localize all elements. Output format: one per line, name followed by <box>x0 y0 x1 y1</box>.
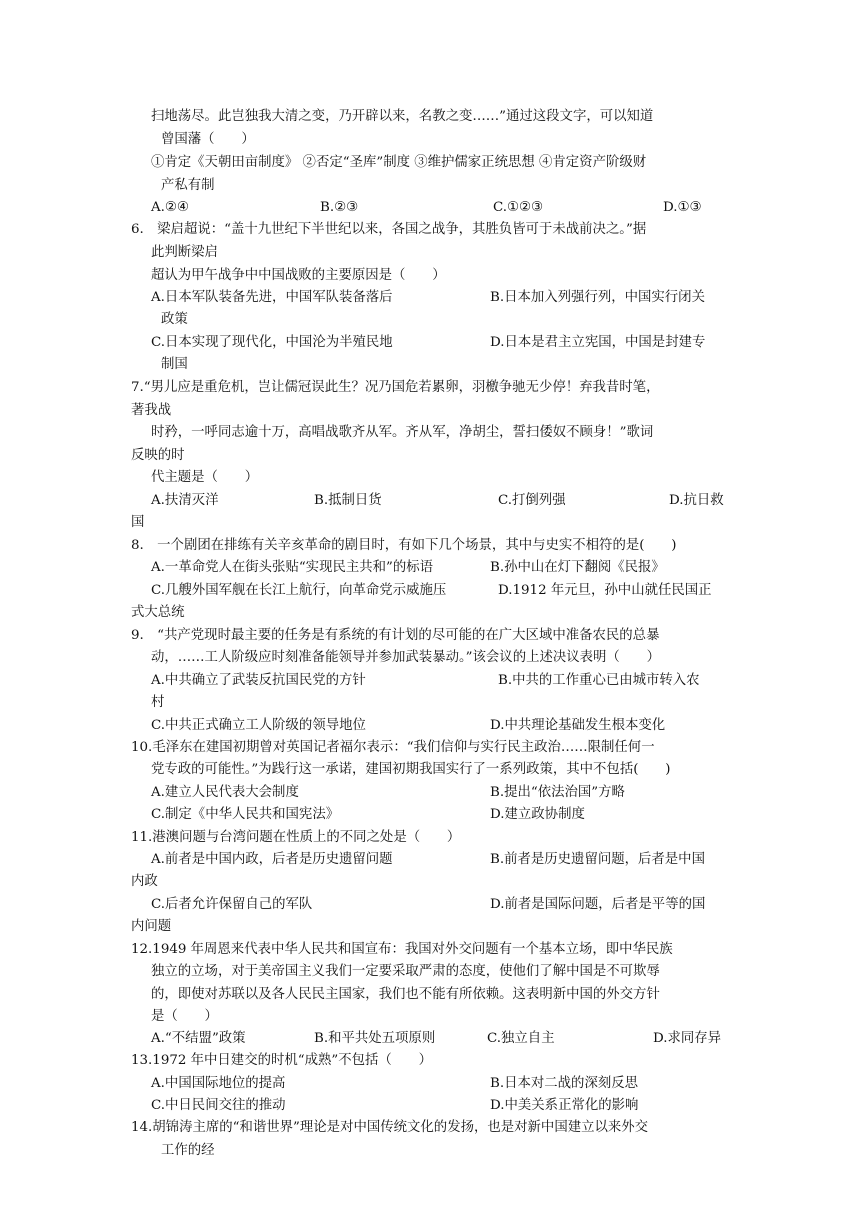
text-line: ①肯定《天朝田亩制度》 ②否定“圣库”制度 ③维护儒家正统思想 ④肯定资产阶级财 <box>151 155 647 170</box>
text-line: 代主题是（ ） <box>151 470 259 485</box>
text-line: 内政 <box>131 874 158 889</box>
option-d: D.建立政协制度 <box>490 807 585 822</box>
option-d: D.前者是国际问题，后者是平等的国 <box>490 897 706 912</box>
option-a: A.②④ <box>151 200 189 215</box>
text-line: 超认为甲午战争中中国战败的主要原因是（ ） <box>151 268 446 283</box>
question-14-stem: 14.胡锦涛主席的“和谐世界”理论是对中国传统文化的发扬，也是对新中国建立以来外交 <box>131 1120 649 1135</box>
text-line: 工作的经 <box>161 1143 215 1158</box>
option-b: B.和平共处五项原则 <box>314 1031 436 1046</box>
option-c: C.制定《中华人民共和国宪法》 <box>151 807 340 822</box>
option-c: C.后者允许保留自己的军队 <box>151 897 313 912</box>
option-d: D.中共理论基础发生根本变化 <box>490 718 666 733</box>
option-a: A.中国国际地位的提高 <box>151 1076 286 1091</box>
option-a: A.扶清灭洋 <box>151 493 219 508</box>
option-d: D.中美关系正常化的影响 <box>490 1098 639 1113</box>
option-d: D.日本是君主立宪国，中国是封建专 <box>490 335 706 350</box>
option-d: D.求同存异 <box>653 1031 722 1046</box>
option-b: B.抵制日货 <box>314 493 382 508</box>
text-line: 反映的时 <box>131 448 185 463</box>
option-a: A.日本军队装备先进，中国军队装备落后 <box>151 290 393 305</box>
question-9-stem: 9. “共产党现时最主要的任务是有系统的有计划的尽可能的在广大区域中准备农民的总暴 <box>131 628 660 643</box>
text-line: 政策 <box>161 312 188 327</box>
question-11-stem: 11.港澳问题与台湾问题在性质上的不同之处是（ ） <box>131 830 461 845</box>
option-c: C.①②③ <box>493 200 544 215</box>
text-line: 制国 <box>161 357 188 372</box>
option-a: A.“不结盟”政策 <box>151 1031 246 1046</box>
option-a: A.前者是中国内政，后者是历史遗留问题 <box>151 852 393 867</box>
option-a: A.一革命党人在街头张贴“实现民主共和”的标语 <box>151 560 434 575</box>
option-d: D.1912 年元旦，孙中山就任民国正 <box>498 583 712 598</box>
option-b: B.前者是历史遗留问题，后者是中国 <box>490 852 705 867</box>
option-c: C.中日民间交往的推动 <box>151 1098 286 1113</box>
option-a: A.建立人民代表大会制度 <box>151 785 299 800</box>
option-b: B.日本加入列强行列，中国实行闭关 <box>490 290 705 305</box>
text-line: 式大总统 <box>131 605 185 620</box>
option-a: A.中共确立了武装反抗国民党的方针 <box>151 673 366 688</box>
text-line: 是（ ） <box>151 1009 218 1024</box>
text-line: 独立的立场，对于美帝国主义我们一定要采取严肃的态度，使他们了解中国是不可欺辱 <box>151 964 660 979</box>
option-b: B.孙中山在灯下翻阅《民报》 <box>490 560 665 575</box>
text-line: 曾国藩（ ） <box>161 132 255 147</box>
question-10-stem: 10.毛泽东在建国初期曾对英国记者福尔表示：“我们信仰与实行民主政治……限制任何一 <box>131 740 655 755</box>
text-line: 著我战 <box>131 403 172 418</box>
option-b: B.中共的工作重心已由城市转入农 <box>498 673 700 688</box>
option-d: D.抗日救 <box>669 493 724 508</box>
option-b: B.②③ <box>320 200 359 215</box>
text-line: 内问题 <box>131 919 172 934</box>
text-line: 国 <box>131 515 145 530</box>
option-c: C.几艘外国军舰在长江上航行，向革命党示威施压 <box>151 583 447 598</box>
text-line: 产私有制 <box>161 178 215 193</box>
text-line: 村 <box>151 695 165 710</box>
text-line: 的，即使对苏联以及各人民民主国家，我们也不能有所依赖。这表明新中国的外交方针 <box>151 987 660 1002</box>
text-line: 动，……工人阶级应时刻准备能领导并参加武装暴动。”该会议的上述决议表明（ ） <box>151 650 660 665</box>
option-c: C.独立自主 <box>487 1031 555 1046</box>
option-c: C.日本实现了现代化，中国沦为半殖民地 <box>151 335 393 350</box>
text-line: 此判断梁启 <box>151 245 218 260</box>
question-8-stem: 8. 一个剧团在排练有关辛亥革命的剧目时，有如下几个场景，其中与史实不相符的是( ) <box>131 538 677 553</box>
question-6-stem: 6. 梁启超说：“盖十九世纪下半世纪以来，各国之战争，其胜负皆可于未战前决之。”据 <box>131 222 647 237</box>
text-line: 党专政的可能性。”为践行这一承诺，建国初期我国实行了一系列政策，其中不包括( ) <box>151 762 671 777</box>
option-d: D.①③ <box>663 200 702 215</box>
option-b: B.提出“依法治国”方略 <box>490 785 625 800</box>
question-12-stem: 12.1949 年周恩来代表中华人民共和国宣布：我国对外交问题有一个基本立场，即中华民族 <box>131 942 673 957</box>
question-7-stem: 7.“男儿应是重危机，岂让儒冠误此生？况乃国危若累卵，羽檄争驰无少停！弃我昔时笔， <box>131 380 660 395</box>
question-13-stem: 13.1972 年中日建交的时机“成熟”不包括（ ） <box>131 1053 432 1068</box>
text-line: 时矜，一呼同志逾十万，高唱战歌齐从军。齐从军，净胡尘，誓扫倭奴不顾身！”歌词 <box>151 425 654 440</box>
option-c: C.中共正式确立工人阶级的领导地位 <box>151 718 366 733</box>
option-b: B.日本对二战的深刻反思 <box>490 1076 639 1091</box>
text-line: 扫地荡尽。此岂独我大清之变，乃开辟以来，名教之变……”通过这段文字，可以知道 <box>151 109 654 124</box>
option-c: C.打倒列强 <box>498 493 566 508</box>
